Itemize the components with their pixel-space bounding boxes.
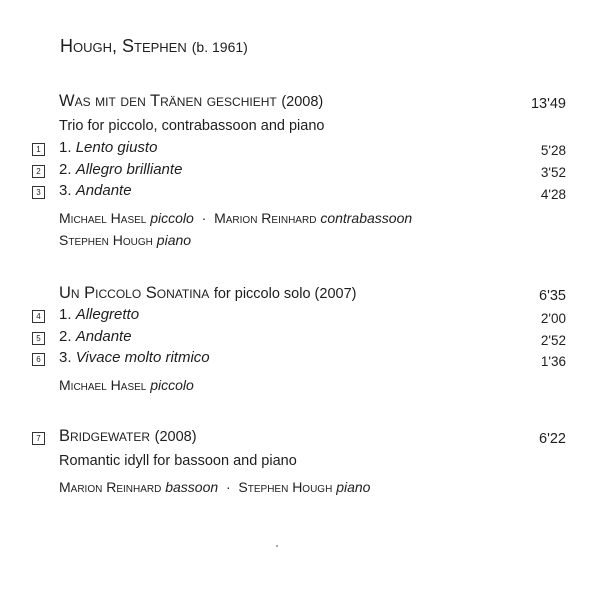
composer-name: Hough, Stephen (60, 36, 187, 56)
composer-heading (60, 36, 248, 57)
performer-name: Stephen Hough (238, 479, 333, 495)
work-title-text: Un Piccolo Sonatina (59, 284, 210, 302)
performer-name: Marion Reinhard (59, 479, 162, 495)
track-title (59, 161, 182, 178)
track-tempo: Andante (75, 328, 132, 345)
track-index: 3. (59, 349, 76, 366)
performers-line (59, 232, 191, 248)
track-number-box: 5 (32, 332, 45, 345)
work-year: (2008) (154, 429, 197, 445)
track-title (59, 349, 210, 366)
performer-instrument: piano (336, 479, 371, 495)
track-number-box: 3 (32, 186, 45, 199)
performer-instrument: piano (156, 232, 192, 248)
track-tempo: Lento giusto (75, 139, 158, 156)
work-subtitle: Romantic idyll for bassoon and piano (59, 453, 297, 469)
track-tempo: Andante (75, 182, 132, 199)
performer-name: Marion Reinhard (214, 210, 317, 226)
work-duration: 6'22 (539, 431, 566, 447)
performer-instrument: contrabassoon (320, 210, 413, 226)
track-duration: 2'00 (540, 311, 566, 326)
performer-name: Michael Hasel (59, 210, 147, 226)
work-title (59, 284, 356, 303)
work-title-text: Was mit den Tränen geschieht (59, 92, 277, 110)
track-title (59, 182, 132, 199)
performers-line (59, 210, 412, 226)
track-title (59, 139, 157, 156)
performer-instrument: bassoon (165, 479, 219, 495)
track-number-box: 7 (32, 432, 45, 445)
speck-mark (276, 545, 278, 547)
work-title-text: Bridgewater (59, 427, 151, 445)
track-duration: 5'28 (540, 143, 566, 158)
composer-dates: (b. 1961) (191, 39, 248, 55)
track-number-box: 6 (32, 353, 45, 366)
track-tempo: Allegro brilliante (75, 161, 183, 178)
track-index: 1. (59, 139, 76, 156)
track-number-box: 4 (32, 310, 45, 323)
work-title (59, 92, 323, 111)
track-duration: 3'52 (540, 165, 566, 180)
performer-instrument: piccolo (150, 210, 194, 226)
track-index: 2. (59, 328, 76, 345)
separator-dot: · (225, 479, 231, 495)
track-duration: 2'52 (540, 333, 566, 348)
performer-name: Michael Hasel (59, 377, 147, 393)
track-duration: 1'36 (540, 354, 566, 369)
performer-instrument: piccolo (150, 377, 194, 393)
work-title-suffix: for piccolo solo (2007) (213, 286, 357, 302)
work-duration: 6'35 (539, 288, 566, 304)
work-year: (2008) (281, 94, 324, 110)
track-index: 1. (59, 306, 76, 323)
track-title (59, 306, 139, 323)
work-subtitle: Trio for piccolo, contrabassoon and piano (59, 118, 325, 134)
performer-name: Stephen Hough (59, 232, 153, 248)
separator-dot: · (201, 210, 207, 226)
track-title (59, 328, 132, 345)
track-duration: 4'28 (540, 187, 566, 202)
work-title (59, 427, 197, 446)
track-tempo: Allegretto (75, 306, 140, 323)
work-duration: 13'49 (530, 96, 566, 112)
performers-line (59, 377, 194, 393)
track-index: 2. (59, 161, 76, 178)
track-tempo: Vivace molto ritmico (75, 349, 210, 366)
track-number-box: 1 (32, 143, 45, 156)
track-index: 3. (59, 182, 76, 199)
performers-line (59, 479, 370, 495)
track-number-box: 2 (32, 165, 45, 178)
